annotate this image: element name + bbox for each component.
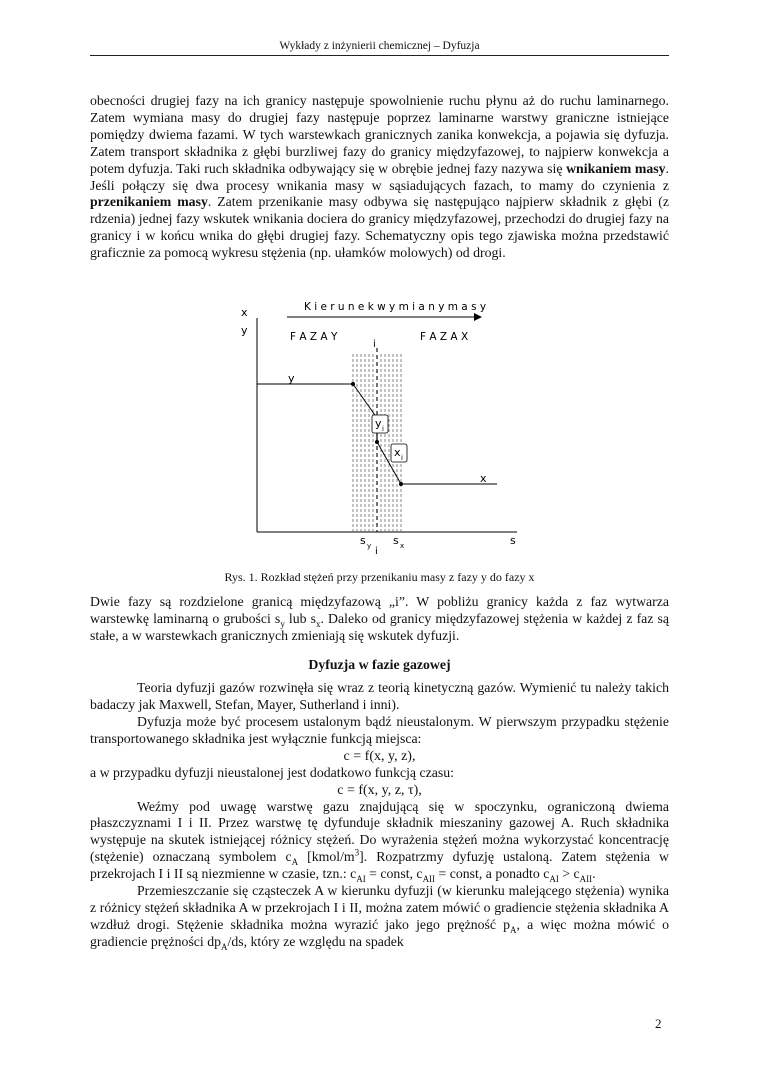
interface-label-top: i	[373, 339, 376, 350]
phase-y-label: F A Z A Y	[290, 331, 338, 343]
axis-label-y: y	[241, 324, 248, 337]
label-sx: s	[393, 534, 399, 547]
paragraph-gradient: Przemieszczanie się cząsteczek A w kierunku dyfuzji (w kierunku malejącego stężenia) wynika z różnicy stężeń składnika A w przekrojach I i II, można zatem mówić o gradiencie stężenia składnika A wzdłuż drogi. Stężenie składnika można wyrazić jako jego prężność $p_A$, a więc można mówić o gradiencie prężności $dp_A/ds$, który ze względu na spadek	[90, 883, 669, 952]
running-header: Wykłady z inżynierii chemicznej – Dyfuzja	[90, 40, 669, 56]
paragraph-intro: obecności drugiej fazy na ich granicy następuje spowolnienie ruchu płynu aż do ruchu laminarnego. Zatem wymiana masy do drugiej fazy następuje poprzez laminarne warstwy graniczne istniejące pomiędzy dwiema fazami. W tych warstewkach granicznych zanika konwekcja, a pojawia się dyfuzja. Zatem transport składnika z głębi burzliwej fazy do granicy międzyfazowej, to najpierw konwekcja a potem dyfuzja. Taki ruch składnika odbywający się w obrębie jednej fazy nazywa się wnikaniem masy. Jeśli połączy się dwa procesy wnikania masy w sąsiadujących fazach, to mamy do czynienia z przenikaniem masy. Zatem przenikanie masy odbywa się następująco najpierw składnik z głębi (z rdzenia) jednej fazy wskutek wnikania dociera do granicy międzyfazowej, przechodzi do drugiej fazy na granicy i w końcu wnika do głębi drugiej fazy. Schematyczny opis tego zjawiska można przedstawić graficznie za pomocą wykresu stężenia (np. ułamków molowych) od drogi.	[90, 93, 670, 261]
label-sy: s	[360, 534, 366, 547]
paragraph-phases: Dwie fazy są rozdzielone granicą międzyfazową „i”. W pobliżu granicy każda z faz wytwarza warstewkę laminarną o grubości $s_y$ lub $s_x$. Daleko od granicy międzyfazowej stężenia w każdej z faz są stałe, a w warstewkach granicznych zmieniają się wskutek dyfuzji.	[90, 594, 669, 643]
term-przenikanie: przenikaniem masy	[90, 194, 208, 210]
label-y-bulk: y	[288, 372, 295, 385]
axis-label-x: x	[241, 306, 248, 319]
label-xi-sub: i	[401, 454, 403, 462]
label-yi: y	[375, 417, 382, 430]
boundary-layer-y	[353, 354, 373, 532]
label-x-bulk: x	[480, 472, 487, 485]
section-title: Dyfuzja w fazie gazowej	[308, 657, 451, 672]
formula-unsteady: c = f(x, y, z, τ),	[337, 782, 422, 798]
point-y-bulk	[351, 382, 355, 386]
section-body	[90, 680, 669, 951]
direction-label: K i e r u n e k w y m i a n y m a s y	[304, 301, 487, 313]
paragraph-layer: Weźmy pod uwagę warstwę gazu znajdującą się w spoczynku, ograniczoną dwiema płaszczyznami I i II. Przez warstwę tę dyfunduje składnik mieszaniny gazowej A. Ruch składnika występuje na skutek istniejącej różnicy stężeń. Do wyrażenia stężeń można wykorzystać koncentrację (stężenie) oznaczaną symbolem $c_A$ $[kmol/m^3]$. Rozpatrzmy dyfuzję ustaloną. Zatem stężenia w przekrojach I i II są niezmienne w czasie, tzn.: $c_{AI}$ = const, $c_{AII}$ = const, a ponadto $c_{AI} > c_{AII}$.	[90, 798, 669, 884]
interface-label-bottom: i	[375, 546, 378, 557]
phase-x-label: F A Z A X	[420, 331, 469, 343]
label-sx-sub: x	[400, 542, 405, 550]
label-s-axis: s	[510, 534, 516, 547]
figure-concentration-profile	[232, 296, 532, 562]
page-number: 2	[655, 1016, 662, 1031]
figure-caption: Rys. 1. Rozkład stężeń przy przenikaniu masy z fazy y do fazy x	[224, 570, 535, 584]
formula-steady: c = f(x, y, z),	[343, 748, 416, 764]
paragraph-theory: Teoria dyfuzji gazów rozwinęła się wraz z teorią kinetyczną gazów. Wymienić tu należy takich badaczy jak Maxwell, Stefan, Mayer, Sutherland i inni).	[90, 680, 669, 712]
paragraph-unsteady: a w przypadku dyfuzji nieustalonej jest dodatkowo funkcją czasu:	[90, 764, 454, 780]
label-yi-sub: i	[382, 425, 384, 433]
direction-arrowhead	[474, 313, 482, 321]
term-wnikanie: wnikaniem masy	[566, 160, 666, 176]
boundary-layer-x	[381, 354, 401, 532]
label-sy-sub: y	[367, 542, 372, 550]
label-xi: x	[394, 446, 401, 459]
point-x-bulk	[399, 482, 403, 486]
paragraph-steady: Dyfuzja może być procesem ustalonym bądź nieustalonym. W pierwszym przypadku stężenie transportowanego składnika jest wyłącznie funkcją miejsca:	[90, 713, 669, 746]
